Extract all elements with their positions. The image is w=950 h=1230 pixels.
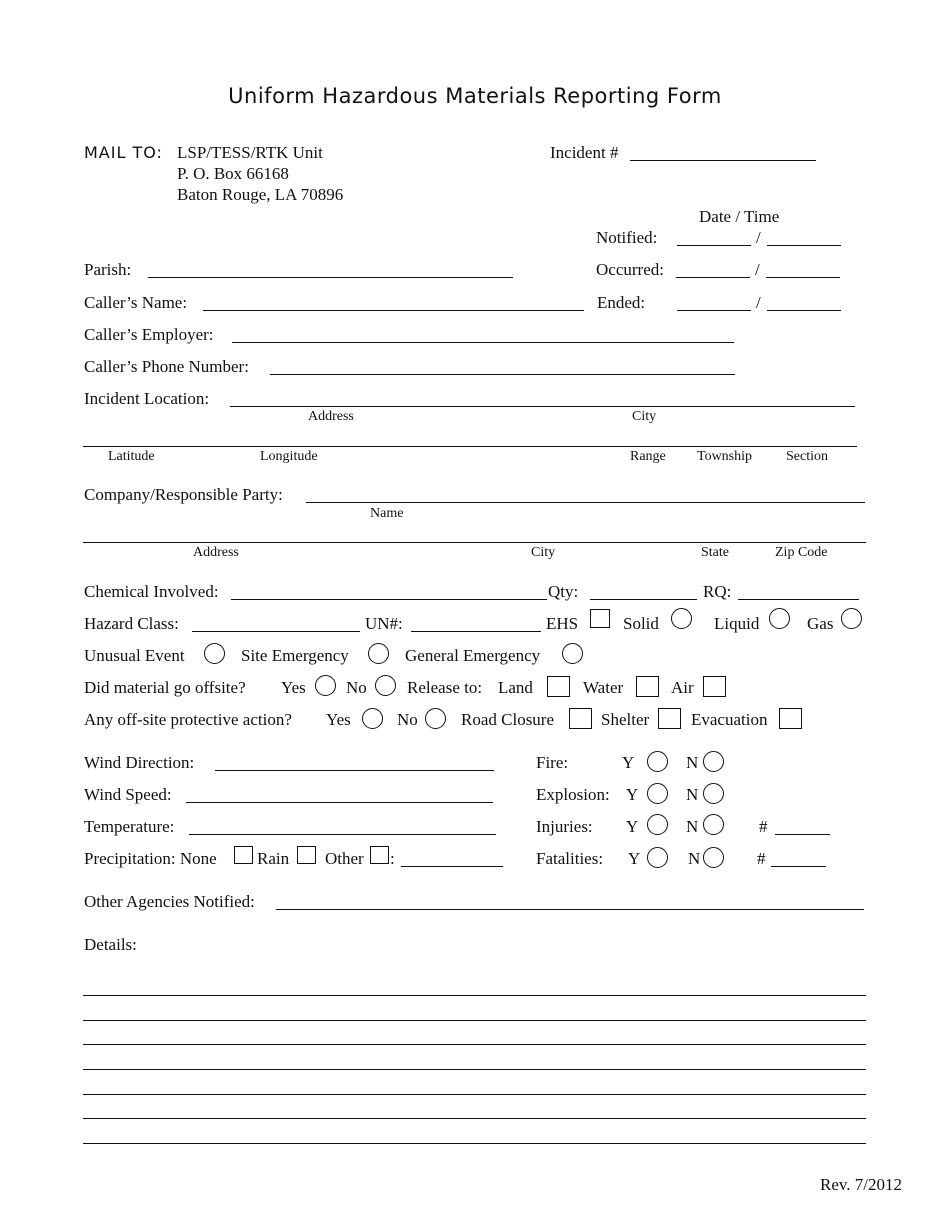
callers-name-label: Caller’s Name: bbox=[84, 293, 188, 312]
hazard-class-label: Hazard Class: bbox=[84, 614, 179, 633]
protective-no-radio[interactable] bbox=[425, 708, 446, 729]
other-agencies-label: Other Agencies Notified: bbox=[84, 892, 255, 911]
fire-no-radio[interactable] bbox=[703, 751, 724, 772]
road-closure-label: Road Closure bbox=[461, 710, 555, 729]
occurred-label: Occurred: bbox=[596, 260, 664, 279]
fire-label: Fire: bbox=[536, 753, 569, 772]
incident-number-label: Incident # bbox=[550, 143, 619, 162]
date-time-header: Date / Time bbox=[699, 207, 780, 226]
company-name-field[interactable] bbox=[306, 502, 865, 503]
page-title: Uniform Hazardous Materials Reporting Form bbox=[228, 84, 722, 108]
ended-time-field[interactable] bbox=[767, 310, 841, 311]
qty-label: Qty: bbox=[548, 582, 579, 601]
wind-speed-label: Wind Speed: bbox=[84, 785, 172, 804]
fatalities-n-label: N bbox=[688, 849, 701, 868]
explosion-label: Explosion: bbox=[536, 785, 610, 804]
land-label: Land bbox=[498, 678, 533, 697]
notified-slash: / bbox=[756, 228, 761, 247]
parish-label: Parish: bbox=[84, 260, 132, 279]
precip-none-checkbox[interactable] bbox=[234, 846, 253, 864]
explosion-no-radio[interactable] bbox=[703, 783, 724, 804]
company-label: Company/Responsible Party: bbox=[84, 485, 283, 504]
temperature-label: Temperature: bbox=[84, 817, 175, 836]
gas-label: Gas bbox=[807, 614, 834, 633]
injuries-count-hash: # bbox=[759, 817, 768, 836]
offsite-no-radio[interactable] bbox=[375, 675, 396, 696]
precip-other-checkbox[interactable] bbox=[370, 846, 389, 864]
road-closure-checkbox[interactable] bbox=[569, 708, 592, 729]
ended-slash: / bbox=[756, 293, 761, 312]
mail-line-2: P. O. Box 66168 bbox=[177, 164, 289, 183]
precip-other-colon: : bbox=[390, 849, 395, 868]
details-line[interactable] bbox=[83, 1143, 866, 1144]
mail-to-label: MAIL TO: bbox=[84, 143, 163, 162]
precip-rain-checkbox[interactable] bbox=[297, 846, 316, 864]
hazard-class-field[interactable] bbox=[192, 631, 360, 632]
incident-location-label: Incident Location: bbox=[84, 389, 210, 408]
ended-date-field[interactable] bbox=[677, 310, 751, 311]
notified-label: Notified: bbox=[596, 228, 658, 247]
rq-label: RQ: bbox=[703, 582, 732, 601]
unusual-event-radio[interactable] bbox=[204, 643, 225, 664]
solid-label: Solid bbox=[623, 614, 659, 633]
company-name-sublabel: Name bbox=[370, 506, 404, 521]
air-label: Air bbox=[671, 678, 694, 697]
wind-direction-label: Wind Direction: bbox=[84, 753, 195, 772]
section-sublabel: Section bbox=[786, 449, 828, 464]
release-to-label: Release to: bbox=[407, 678, 483, 697]
details-line[interactable] bbox=[83, 1118, 866, 1119]
revision-label: Rev. 7/2012 bbox=[820, 1175, 903, 1194]
shelter-label: Shelter bbox=[601, 710, 650, 729]
chemical-field[interactable] bbox=[231, 599, 547, 600]
longitude-sublabel: Longitude bbox=[260, 449, 318, 464]
general-emergency-label: General Emergency bbox=[405, 646, 541, 665]
injuries-y-label: Y bbox=[626, 817, 639, 836]
details-line[interactable] bbox=[83, 1069, 866, 1070]
precipitation-label: Precipitation: None bbox=[84, 849, 217, 868]
injuries-count-field[interactable] bbox=[775, 834, 830, 835]
occurred-date-field[interactable] bbox=[676, 277, 750, 278]
other-label: Other bbox=[325, 849, 364, 868]
injuries-no-radio[interactable] bbox=[703, 814, 724, 835]
protective-no-label: No bbox=[397, 710, 418, 729]
company-state-sublabel: State bbox=[701, 545, 729, 560]
un-label: UN#: bbox=[365, 614, 403, 633]
fatalities-count-hash: # bbox=[757, 849, 766, 868]
offsite-yes-label: Yes bbox=[281, 678, 306, 697]
offsite-question: Did material go offsite? bbox=[84, 678, 246, 697]
details-line[interactable] bbox=[83, 1044, 866, 1045]
water-checkbox[interactable] bbox=[636, 676, 659, 697]
fire-yes-radio[interactable] bbox=[647, 751, 668, 772]
qty-field[interactable] bbox=[590, 599, 697, 600]
shelter-checkbox[interactable] bbox=[658, 708, 681, 729]
explosion-n-label: N bbox=[686, 785, 699, 804]
callers-employer-field[interactable] bbox=[232, 342, 734, 343]
protective-question: Any off-site protective action? bbox=[84, 710, 292, 729]
other-agencies-field[interactable] bbox=[276, 909, 864, 910]
chemical-label: Chemical Involved: bbox=[84, 582, 219, 601]
protective-yes-radio[interactable] bbox=[362, 708, 383, 729]
parish-field[interactable] bbox=[148, 277, 513, 278]
protective-yes-label: Yes bbox=[326, 710, 351, 729]
evacuation-checkbox[interactable] bbox=[779, 708, 802, 729]
fatalities-no-radio[interactable] bbox=[703, 847, 724, 868]
mail-line-1: LSP/TESS/RTK Unit bbox=[177, 143, 323, 162]
location-city-sublabel: City bbox=[632, 409, 657, 424]
fatalities-y-label: Y bbox=[628, 849, 641, 868]
fatalities-yes-radio[interactable] bbox=[647, 847, 668, 868]
occurred-slash: / bbox=[755, 260, 760, 279]
explosion-yes-radio[interactable] bbox=[647, 783, 668, 804]
location-coordinates-field[interactable] bbox=[83, 446, 857, 447]
company-city-sublabel: City bbox=[531, 545, 556, 560]
un-field[interactable] bbox=[411, 631, 541, 632]
incident-location-field[interactable] bbox=[230, 406, 855, 407]
liquid-label: Liquid bbox=[714, 614, 760, 633]
injuries-label: Injuries: bbox=[536, 817, 593, 836]
general-emergency-radio[interactable] bbox=[562, 643, 583, 664]
temperature-field[interactable] bbox=[189, 834, 496, 835]
fatalities-label: Fatalities: bbox=[536, 849, 604, 868]
evacuation-label: Evacuation bbox=[691, 710, 768, 729]
occurred-time-field[interactable] bbox=[766, 277, 840, 278]
wind-direction-field[interactable] bbox=[215, 770, 494, 771]
latitude-sublabel: Latitude bbox=[108, 449, 155, 464]
callers-employer-label: Caller’s Employer: bbox=[84, 325, 214, 344]
gas-radio[interactable] bbox=[841, 608, 862, 629]
fire-y-label: Y bbox=[622, 753, 635, 772]
details-line[interactable] bbox=[83, 1020, 866, 1021]
mail-line-3: Baton Rouge, LA 70896 bbox=[177, 185, 344, 204]
precip-other-field[interactable] bbox=[401, 866, 503, 867]
wind-speed-field[interactable] bbox=[186, 802, 493, 803]
notified-date-field[interactable] bbox=[677, 245, 751, 246]
details-line[interactable] bbox=[83, 995, 866, 996]
explosion-y-label: Y bbox=[626, 785, 639, 804]
company-zip-sublabel: Zip Code bbox=[775, 545, 828, 560]
callers-phone-label: Caller’s Phone Number: bbox=[84, 357, 249, 376]
offsite-yes-radio[interactable] bbox=[315, 675, 336, 696]
injuries-yes-radio[interactable] bbox=[647, 814, 668, 835]
company-address-field[interactable] bbox=[83, 542, 866, 543]
details-label: Details: bbox=[84, 935, 137, 954]
township-sublabel: Township bbox=[697, 449, 753, 464]
water-label: Water bbox=[583, 678, 624, 697]
callers-phone-field[interactable] bbox=[270, 374, 735, 375]
offsite-no-label: No bbox=[346, 678, 367, 697]
injuries-n-label: N bbox=[686, 817, 699, 836]
location-address-sublabel: Address bbox=[308, 409, 354, 424]
ehs-label: EHS bbox=[546, 614, 579, 633]
notified-time-field[interactable] bbox=[767, 245, 841, 246]
incident-number-field[interactable] bbox=[630, 160, 816, 161]
rq-field[interactable] bbox=[738, 599, 859, 600]
company-address-sublabel: Address bbox=[193, 545, 239, 560]
solid-radio[interactable] bbox=[671, 608, 692, 629]
site-emergency-label: Site Emergency bbox=[241, 646, 349, 665]
fire-n-label: N bbox=[686, 753, 699, 772]
callers-name-field[interactable] bbox=[203, 310, 584, 311]
range-sublabel: Range bbox=[630, 449, 666, 464]
rain-label: Rain bbox=[257, 849, 290, 868]
ehs-checkbox[interactable] bbox=[590, 609, 610, 628]
liquid-radio[interactable] bbox=[769, 608, 790, 629]
land-checkbox[interactable] bbox=[547, 676, 570, 697]
air-checkbox[interactable] bbox=[703, 676, 726, 697]
ended-label: Ended: bbox=[597, 293, 646, 312]
site-emergency-radio[interactable] bbox=[368, 643, 389, 664]
details-line[interactable] bbox=[83, 1094, 866, 1095]
fatalities-count-field[interactable] bbox=[771, 866, 826, 867]
unusual-event-label: Unusual Event bbox=[84, 646, 185, 665]
